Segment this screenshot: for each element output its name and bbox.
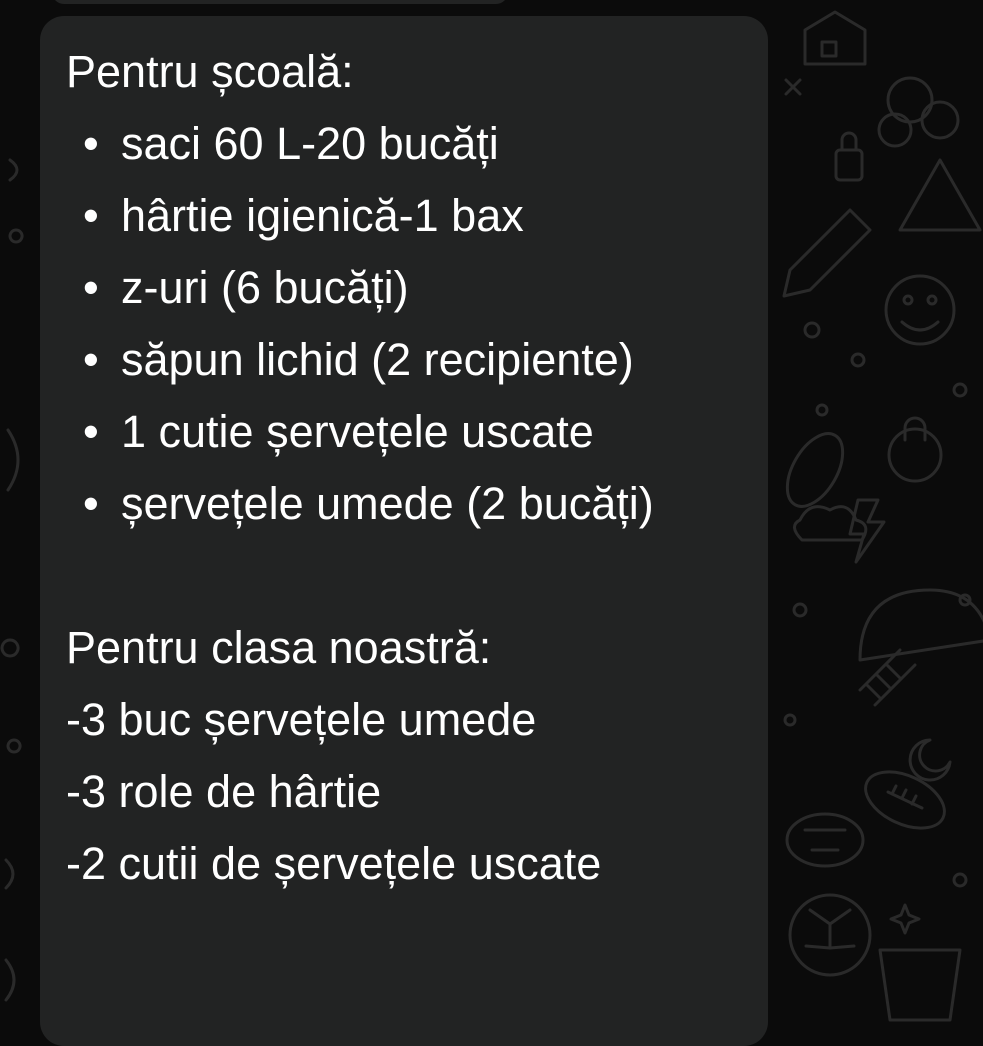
bullet: • (83, 334, 99, 385)
school-list (66, 108, 742, 540)
previous-message-bubble (52, 0, 508, 4)
bullet: • (83, 478, 99, 529)
list-item (66, 180, 721, 252)
list-item (66, 252, 721, 324)
class-item: -3 buc șervețele umede (66, 694, 537, 745)
list-item-text: 1 cutie șervețele uscate (121, 406, 594, 457)
school-heading: Pentru școală: (66, 46, 354, 97)
class-item: -3 role de hârtie (66, 766, 382, 817)
list-item (66, 468, 721, 540)
class-item: -2 cutii de șervețele uscate (66, 838, 602, 889)
list-item-text: z-uri (6 bucăți) (121, 262, 409, 313)
list-item (66, 396, 721, 468)
class-heading: Pentru clasa noastră: (66, 622, 492, 673)
bullet: • (83, 262, 99, 313)
bullet: • (83, 190, 99, 241)
list-item (66, 324, 721, 396)
list-item-text: săpun lichid (2 recipiente) (121, 334, 634, 385)
list-item-text: șervețele umede (2 bucăți) (121, 478, 654, 529)
blank-line (66, 540, 742, 612)
list-item-text: saci 60 L-20 bucăți (121, 118, 499, 169)
message-bubble[interactable] (40, 16, 768, 1046)
list-item (66, 108, 721, 180)
bullet: • (83, 118, 99, 169)
bullet: • (83, 406, 99, 457)
list-item-text: hârtie igienică-1 bax (121, 190, 524, 241)
